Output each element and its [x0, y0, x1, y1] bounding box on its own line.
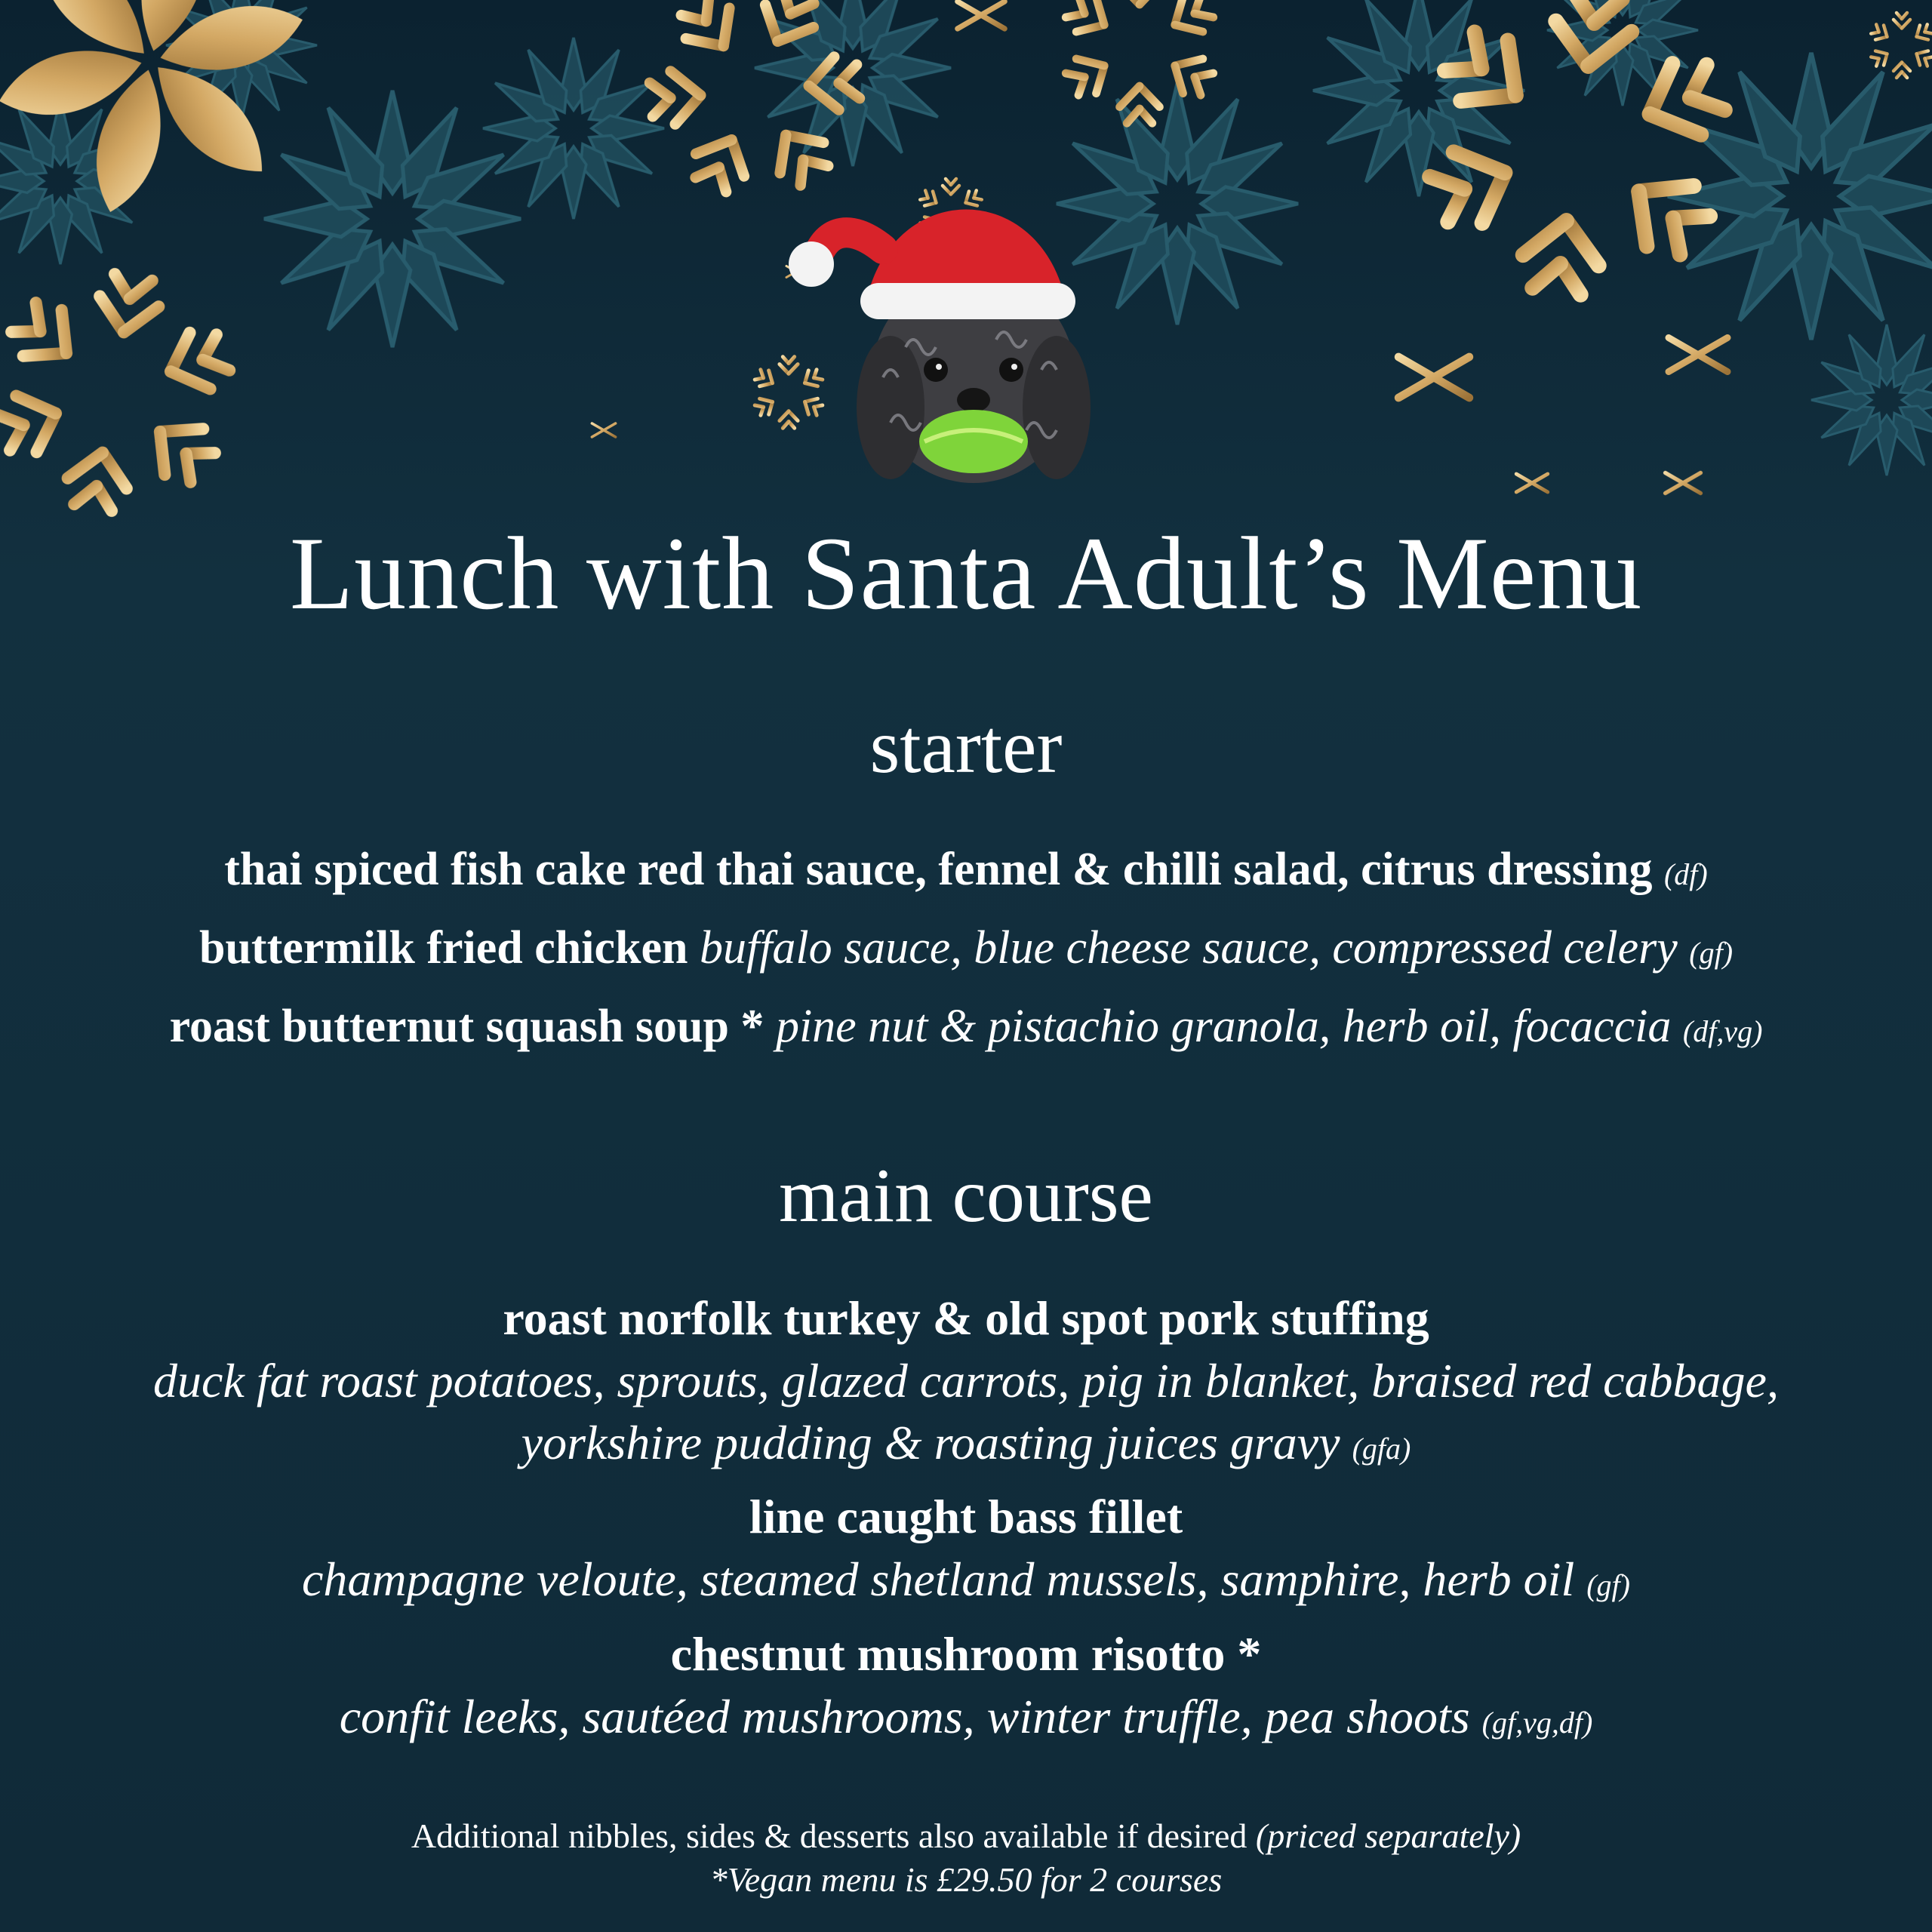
- starter-item-fried-chicken: [0, 916, 1932, 985]
- dish-description: buffalo sauce, blue cheese sauce, compressed celery: [699, 922, 1678, 974]
- dish-description: duck fat roast potatoes, sprouts, glazed carrots, pig in blanket, braised red cabbage, yorkshire pudding & roasting juices gravy: [153, 1354, 1779, 1469]
- dish-name: line caught bass fillet: [749, 1490, 1183, 1543]
- dish-description: confit leeks, sautéed mushrooms, winter truffle, pea shoots: [339, 1690, 1470, 1743]
- dietary-tag: (gf,vg,df): [1481, 1706, 1593, 1740]
- starter-item-squash-soup: [0, 995, 1932, 1063]
- dietary-tag: (df): [1663, 857, 1708, 891]
- dish-name: roast butternut squash soup *: [169, 1001, 764, 1052]
- dish-name: thai spiced fish cake red thai sauce, fennel & chilli salad, citrus dressing: [224, 844, 1653, 895]
- main-item-turkey: [0, 1287, 1932, 1480]
- dietary-tag: (gf): [1586, 1568, 1630, 1602]
- main-course-heading: main course: [779, 1153, 1153, 1238]
- main-item-risotto: [0, 1623, 1932, 1754]
- footer-vegan-price: *Vegan menu is £29.50 for 2 courses: [709, 1860, 1223, 1899]
- dish-description-block: [0, 1350, 1932, 1480]
- footer-note-extras: [0, 1814, 1932, 1858]
- dietary-tag: (gf): [1689, 936, 1734, 970]
- starter-heading: starter: [869, 704, 1063, 789]
- starter-item-fish-cake: [0, 838, 1932, 906]
- dish-description: pine nut & pistachio granola, herb oil, focaccia: [775, 1001, 1672, 1052]
- dish-name: chestnut mushroom risotto *: [670, 1627, 1262, 1681]
- dish-description-block: [0, 1686, 1932, 1754]
- main-item-bass: [0, 1485, 1932, 1617]
- dish-name: roast norfolk turkey & old spot pork stuffing: [503, 1291, 1429, 1345]
- dish-description-block: [0, 1549, 1932, 1617]
- dish-description: champagne veloute, steamed shetland mussels, samphire, herb oil: [301, 1552, 1575, 1606]
- footer-text: Additional nibbles, sides & desserts also available if desired: [411, 1817, 1247, 1855]
- footer-price-note: (priced separately): [1255, 1817, 1521, 1855]
- dish-name: buttermilk fried chicken: [198, 922, 688, 974]
- dietary-tag: (df,vg): [1682, 1014, 1763, 1048]
- menu-title: Lunch with Santa Adult’s Menu: [289, 515, 1643, 631]
- dietary-tag: (gfa): [1352, 1432, 1411, 1466]
